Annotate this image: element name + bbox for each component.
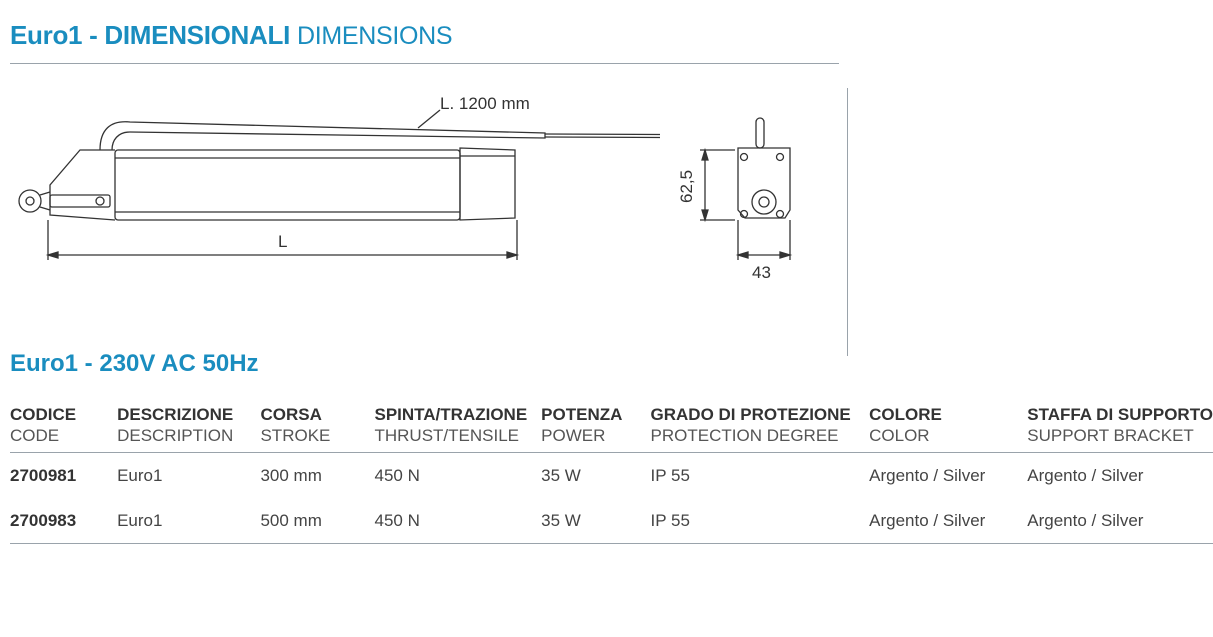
eyelet <box>19 190 41 212</box>
col-label-it: COLORE <box>869 405 942 424</box>
actuator-head <box>50 150 115 220</box>
col-label-it: CORSA <box>260 405 322 424</box>
length-label: L <box>278 232 288 251</box>
height-label: 62,5 <box>677 169 696 203</box>
page-title <box>10 20 452 51</box>
cell-bracket: Argento / Silver <box>1027 510 1144 530</box>
cell-color: Argento / Silver <box>869 465 986 485</box>
section-title: Euro1 - 230V AC 50Hz <box>10 350 259 377</box>
title-divider <box>10 63 839 64</box>
cell-code: 2700983 <box>10 510 77 530</box>
page-title-bold: Euro1 - DIMENSIONALI <box>10 20 291 50</box>
cell-protection: IP 55 <box>650 510 690 530</box>
col-label-en: DESCRIPTION <box>117 426 234 445</box>
cell-stroke: 300 mm <box>260 465 322 485</box>
actuator-body <box>115 150 460 220</box>
page-title-light: DIMENSIONS <box>296 22 453 50</box>
col-label-it: GRADO DI PROTEZIONE <box>650 405 851 424</box>
col-code <box>10 402 117 453</box>
col-label-en: THRUST/TENSILE <box>374 426 520 445</box>
col-protection <box>651 402 870 453</box>
cable-wire-2 <box>545 137 660 138</box>
cable <box>100 122 545 150</box>
col-description <box>117 402 260 453</box>
col-label-it: STAFFA DI SUPPORTO <box>1027 405 1213 424</box>
cell-thrust: 450 N <box>374 465 420 485</box>
col-label-en: PROTECTION DEGREE <box>650 426 839 445</box>
col-bracket <box>1027 402 1213 453</box>
col-label-en: COLOR <box>869 426 930 445</box>
col-label-en: POWER <box>541 426 606 445</box>
vertical-divider <box>847 88 848 356</box>
width-label: 43 <box>752 263 771 282</box>
cable-leader <box>418 110 440 128</box>
table-row <box>10 498 1213 544</box>
cell-color: Argento / Silver <box>869 510 986 530</box>
col-label-it: POTENZA <box>541 405 623 424</box>
col-label-it: DESCRIZIONE <box>117 405 234 424</box>
col-label-en: SUPPORT BRACKET <box>1027 426 1194 445</box>
col-thrust <box>374 402 541 453</box>
cell-bracket: Argento / Silver <box>1027 465 1144 485</box>
cell-stroke: 500 mm <box>260 510 322 530</box>
table-header-row <box>10 402 1213 453</box>
col-label-en: CODE <box>10 426 60 445</box>
table-row <box>10 453 1213 499</box>
cell-code: 2700981 <box>10 465 77 485</box>
cable-wire-1 <box>545 134 660 135</box>
cell-description: Euro1 <box>117 510 163 530</box>
cell-power: 35 W <box>541 465 581 485</box>
col-power <box>541 402 650 453</box>
col-label-it: SPINTA/TRAZIONE <box>374 405 528 424</box>
col-color <box>869 402 1027 453</box>
cell-thrust: 450 N <box>374 510 420 530</box>
col-stroke <box>260 402 374 453</box>
col-label-en: STROKE <box>260 426 331 445</box>
actuator-cap <box>460 148 515 220</box>
cell-description: Euro1 <box>117 465 163 485</box>
actuator-dimension-drawing <box>0 70 840 285</box>
cable-length-label: L. 1200 mm <box>440 94 530 113</box>
cell-power: 35 W <box>541 510 581 530</box>
col-label-it: CODICE <box>10 405 77 424</box>
spec-table <box>10 402 1213 544</box>
cell-protection: IP 55 <box>650 465 690 485</box>
